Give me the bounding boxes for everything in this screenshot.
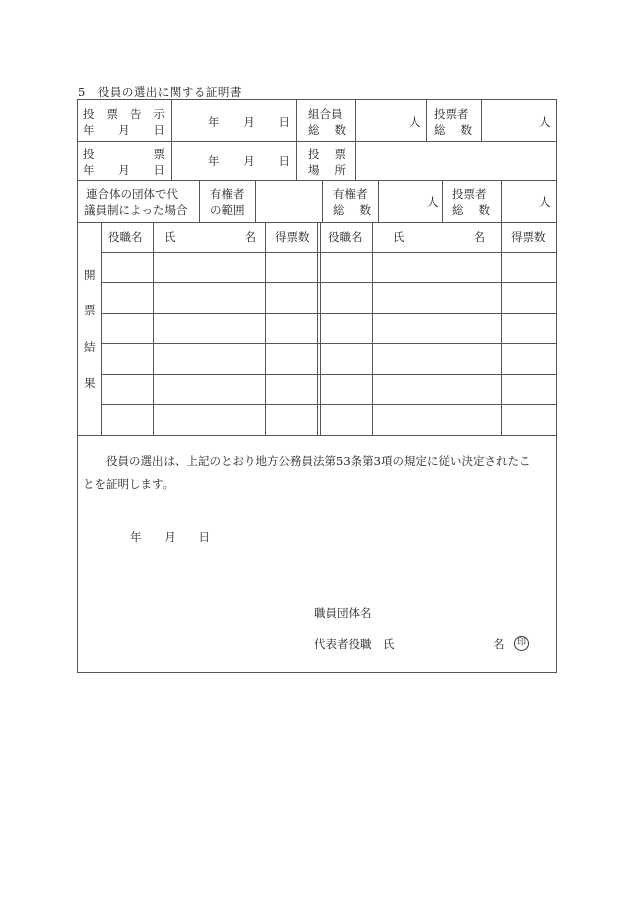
- voters-total-unit[interactable]: 人: [539, 115, 551, 129]
- representative-label: 代表者役職 氏: [314, 637, 395, 651]
- seal-icon: 印: [514, 636, 529, 651]
- members-total-unit[interactable]: 人: [409, 115, 421, 129]
- certification-date[interactable]: 年 月 日: [130, 530, 210, 544]
- organization-name-label: 職員団体名: [314, 606, 372, 620]
- name-suffix: 名: [493, 637, 505, 651]
- document-title: 5 役員の選出に関する証明書: [78, 85, 242, 99]
- vote-date-field[interactable]: 年 月 日: [208, 154, 290, 168]
- eligible-total-unit[interactable]: 人: [427, 195, 439, 209]
- voters-total-unit-2[interactable]: 人: [539, 195, 551, 209]
- notice-date-field[interactable]: 年 月 日: [208, 115, 290, 129]
